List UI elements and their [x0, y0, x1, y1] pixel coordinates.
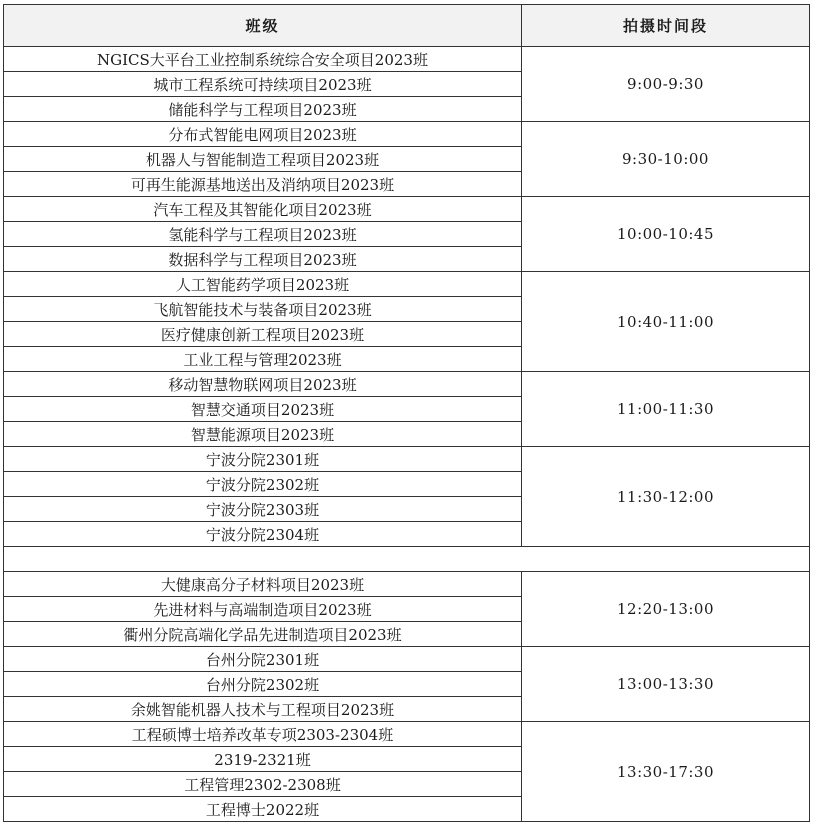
table-row	[4, 272, 810, 297]
class-cell: 汽车工程及其智能化项目2023班	[4, 197, 522, 222]
class-cell: 储能科学与工程项目2023班	[4, 97, 522, 122]
table-row	[4, 647, 810, 672]
class-cell: 宁波分院2302班	[4, 472, 522, 497]
table-row	[4, 197, 810, 222]
class-cell: 分布式智能电网项目2023班	[4, 122, 522, 147]
class-cell: 先进材料与高端制造项目2023班	[4, 597, 522, 622]
separator-cell	[4, 547, 810, 572]
class-cell: 宁波分院2304班	[4, 522, 522, 547]
class-cell: 大健康高分子材料项目2023班	[4, 572, 522, 597]
table-row	[4, 722, 810, 747]
class-cell: 衢州分院高端化学品先进制造项目2023班	[4, 622, 522, 647]
class-cell: 城市工程系统可持续项目2023班	[4, 72, 522, 97]
class-cell: 工程硕博士培养改革专项2303-2304班	[4, 722, 522, 747]
time-cell: 13:30-17:30	[522, 722, 810, 822]
time-cell: 10:40-11:00	[522, 272, 810, 372]
class-cell: 数据科学与工程项目2023班	[4, 247, 522, 272]
class-cell: 氢能科学与工程项目2023班	[4, 222, 522, 247]
header-class: 班级	[4, 5, 522, 47]
class-cell: 工程管理2302-2308班	[4, 772, 522, 797]
time-cell: 11:00-11:30	[522, 372, 810, 447]
table-row	[4, 447, 810, 472]
time-cell: 11:30-12:00	[522, 447, 810, 547]
table-row	[4, 372, 810, 397]
table-row	[4, 572, 810, 597]
class-cell: 智慧交通项目2023班	[4, 397, 522, 422]
class-cell: 工程博士2022班	[4, 797, 522, 822]
class-cell: 工业工程与管理2023班	[4, 347, 522, 372]
time-cell: 12:20-13:00	[522, 572, 810, 647]
schedule-table	[3, 4, 810, 822]
header-row	[4, 5, 810, 47]
class-cell: 宁波分院2301班	[4, 447, 522, 472]
class-cell: 移动智慧物联网项目2023班	[4, 372, 522, 397]
class-cell: 可再生能源基地送出及消纳项目2023班	[4, 172, 522, 197]
class-cell: 人工智能药学项目2023班	[4, 272, 522, 297]
class-cell: 台州分院2301班	[4, 647, 522, 672]
time-cell: 9:00-9:30	[522, 47, 810, 122]
class-cell: 医疗健康创新工程项目2023班	[4, 322, 522, 347]
separator-row	[4, 547, 810, 572]
class-cell: NGICS大平台工业控制系统综合安全项目2023班	[4, 47, 522, 72]
table-row	[4, 47, 810, 72]
time-cell: 13:00-13:30	[522, 647, 810, 722]
header-time: 拍摄时间段	[522, 5, 810, 47]
time-cell: 9:30-10:00	[522, 122, 810, 197]
class-cell: 飞航智能技术与装备项目2023班	[4, 297, 522, 322]
class-cell: 台州分院2302班	[4, 672, 522, 697]
class-cell: 智慧能源项目2023班	[4, 422, 522, 447]
class-cell: 余姚智能机器人技术与工程项目2023班	[4, 697, 522, 722]
class-cell: 机器人与智能制造工程项目2023班	[4, 147, 522, 172]
class-cell: 宁波分院2303班	[4, 497, 522, 522]
time-cell: 10:00-10:45	[522, 197, 810, 272]
table-row	[4, 122, 810, 147]
class-cell: 2319-2321班	[4, 747, 522, 772]
